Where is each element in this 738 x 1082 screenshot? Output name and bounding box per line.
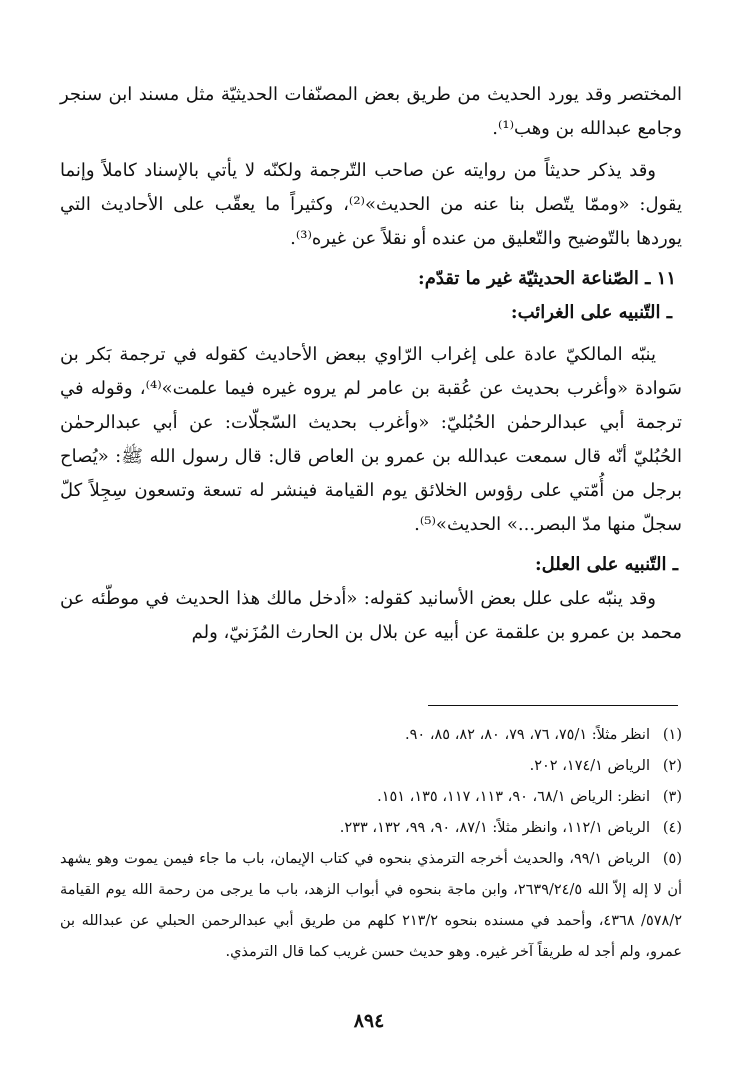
main-text	[60, 78, 682, 650]
footnote	[60, 844, 682, 968]
footnote-number: (٤)	[662, 820, 682, 836]
footnote	[60, 751, 682, 782]
page-number: ٨٩٤	[353, 1010, 385, 1032]
footnote-text: انظر مثلاً: ٧٥/١، ٧٦، ٧٩، ٨٠، ٨٢، ٨٥، ٩٠.	[405, 727, 650, 743]
footnote-number: (١)	[662, 727, 682, 743]
footnote-number: (٣)	[662, 789, 682, 805]
paragraph-4: وقد ينبّه على علل بعض الأسانيد كقوله: «أدخل مالك هذا الحديث في موطّئه عن محمد بن عمرو بن علقمة عن أبيه عن بلال بن الحارث المُزَنيّ، ولم	[60, 588, 682, 643]
footnote-separator	[428, 705, 678, 706]
footnote	[60, 782, 682, 813]
footnote-number: (٢)	[662, 758, 682, 774]
footnote-text: الرياض ١١٢/١، وانظر مثلاً: ٨٧/١، ٩٠، ٩٩، ١٣٢، ٢٣٣.	[339, 820, 650, 836]
body-text	[60, 78, 682, 650]
footnote-text: الرياض ٩٩/١، والحديث أخرجه الترمذي بنحوه في كتاب الإيمان، باب ما جاء فيمن يموت وهو يشهد أن لا إله إلاّ الله ٢٦٣٩/٢٤/٥، وابن ماجة بنحوه في أبواب الزهد، باب ما يرجى من رحمة الله يوم القيامة ٥٧٨/٢/ ٤٣٦٨، وأحمد في مسنده بنحوه ٢١٣/٢ كلهم من طريق أبي عبدالرحمن الحبلي عن عبدالله بن عمرو، ولم أجد له طريقاً آخر غيره. وهو حديث حسن غريب كما قال الترمذي.	[60, 851, 682, 960]
footnotes	[60, 720, 682, 968]
footnote	[60, 720, 682, 751]
paragraph-2: وقد يذكر حديثاً من روايته عن صاحب التّرجمة ولكنّه لا يأتي بالإسناد كاملاً وإنما يقول: «وممّا يتّصل بنا عنه من الحديث»⁽²⁾، وكثيراً ما يعقّب على الأحاديث التي يوردها بالتّوضيح والتّعليق من عنده أو نقلاً عن غيره⁽³⁾.	[60, 160, 682, 249]
paragraph-1: المختصر وقد يورد الحديث من طريق بعض المصنّفات الحديثيّة مثل مسند ابن سنجر وجامع عبدالله بن وهب⁽¹⁾.	[60, 84, 682, 139]
paragraph-3: ينبّه المالكيّ عادة على إغراب الرّاوي ببعض الأحاديث كقوله في ترجمة بَكر بن سَوادة «وأغرب بحديث عن عُقبة بن عامر لم يروه غيره فيما علمت»⁽⁴⁾، وقوله في ترجمة أبي عبدالرحمٰن الحُبُليّ: «وأغرب بحديث السّجلّات: عن أبي عبدالرحمٰن الحُبُليّ أنّه قال سمعت عبدالله بن عمرو بن العاص قال: قال رسول الله ﷺ: «يُصاح برجل من أُمّتي على رؤوس الخلائق يوم القيامة فينشر له تسعة وتسعون سِجِلاً كلّ سجلّ منها مدّ البصر...» الحديث»⁽⁵⁾.	[60, 344, 683, 535]
footnote-text: انظر: الرياض ٦٨/١، ٩٠، ١١٣، ١١٧، ١٣٥، ١٥١.	[377, 789, 650, 805]
subheading-ilal: ـ التّنبيه على العلل:	[534, 554, 678, 575]
footnote	[60, 813, 682, 844]
section-heading: ١١ ـ الصّناعة الحديثيّة غير ما تقدّم:	[418, 268, 676, 289]
footnote-text: الرياض ١٧٤/١، ٢٠٢.	[529, 758, 650, 774]
subheading-gharaib: ـ التّنبيه على الغرائب:	[510, 302, 672, 323]
footnote-number: (٥)	[662, 851, 683, 867]
